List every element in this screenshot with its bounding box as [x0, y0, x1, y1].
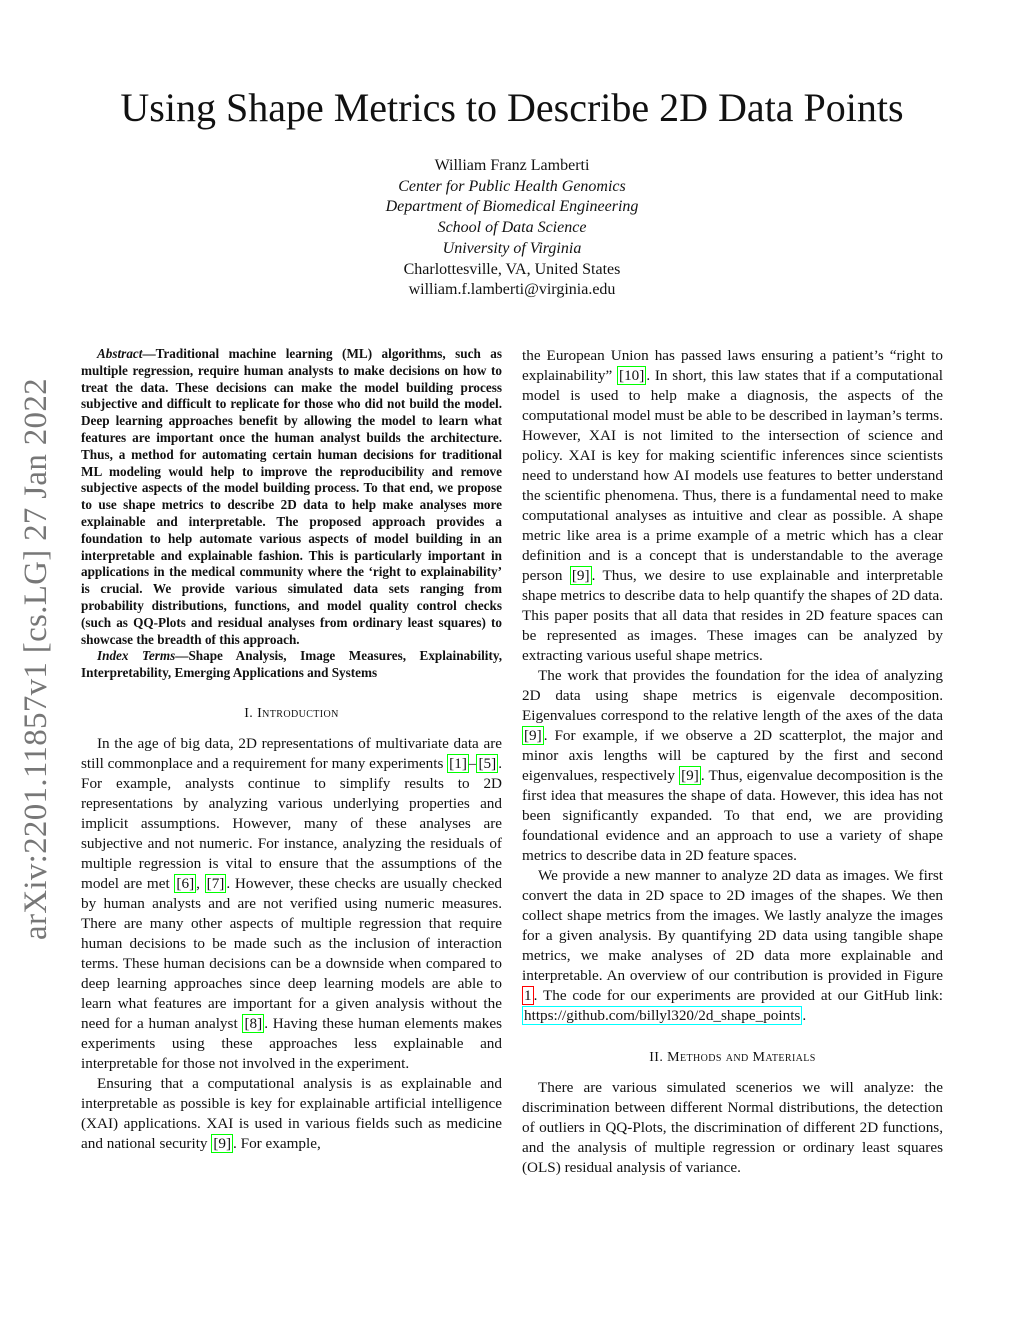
intro-paragraph-5: We provide a new manner to analyze 2D data as images. We first convert the data in 2D space to 2D images of the shapes. We then collect shape metrics from the images. We lastly analyze the images for a given analysis. By quantifying 2D data using tangible shape metrics, we make analyses of 2D data more explainable and interpretable. An overview of our contribution is provided in Figure 1 . The code for our experiments are provided at our GitHub link: https://github.com/billyl320/2d_shape_points .	[522, 867, 943, 1024]
author-affiliation-2: Department of Biomedical Engineering	[385, 198, 639, 216]
author-affiliation-3: School of Data Science	[437, 219, 587, 237]
github-link[interactable]: https://github.com/billyl320/2d_shape_points	[524, 1007, 801, 1024]
intro-paragraph-2: Ensuring that a computational analysis is as explainable and interpretable as possible is key for explainable artificial intelligence (XAI) applications. XAI is used in various fields such as medicine and national security [9] . For example,	[81, 1074, 502, 1152]
citation-link[interactable]: [9]	[681, 767, 699, 784]
right-column	[522, 346, 943, 1178]
figure-reference-link[interactable]: 1	[524, 987, 532, 1004]
citation-link[interactable]: [8]	[244, 1014, 263, 1032]
author-name: William Franz Lamberti	[434, 157, 590, 174]
citation-link[interactable]: [6]	[176, 874, 195, 892]
index-terms	[81, 648, 502, 682]
left-column	[81, 346, 502, 1154]
author-block	[0, 156, 1024, 301]
methods-paragraph-1: There are various simulated scenerios we will analyze: the discrimination between different Normal distributions, the detection of outliers in QQ-Plots, the discrimination of different 2D functions, and the analysis of multiple regression or ordinary least squares (OLS) residual analysis of variance.	[522, 1079, 943, 1176]
paper-title: Using Shape Metrics to Describe 2D Data Points	[120, 85, 904, 130]
citation-link[interactable]: [9]	[524, 727, 542, 744]
abstract	[81, 346, 502, 648]
citation-link[interactable]: [1]	[449, 754, 467, 772]
index-terms-lead: Index Terms	[97, 648, 176, 664]
citation-link[interactable]: [9]	[213, 1134, 232, 1152]
abstract-lead: Abstract	[97, 346, 143, 361]
citation-link[interactable]: [9]	[571, 567, 590, 584]
intro-paragraph-4: The work that provides the foundation for the idea of analyzing 2D data using shape metrics is eigenvale decomposition. Eigenvalues correspond to the relative length of the axes of the data [9] . For example, if we observe a 2D scatterplot, the major and minor axis lengths will be captured by the first and second eigenvalues, respectively [9] . Thus, eigenvalue decomposition is the first idea that measures the shape of data. However, this idea has not been significantly expanded. To that end, we are providing foundational evidence and an approach to use a variety of shape metrics to describe data in 2D feature spaces.	[522, 667, 943, 864]
intro-paragraph-1: In the age of big data, 2D representations of multivariate data are still commonplace and a requirement for many experiments [1] – [5] . For example, analysts continue to simplify results to 2D representations by analyzing various underlying properties and implicit assumptions. However, many of these analyses are subjective and not numeric. For instance, analyzing the residuals of multiple regression is vital to ensure that the assumptions of the model are met [6] , [7] . However, these checks are usually checked by human analysts and are not verified using numeric measures. There are many other aspects of multiple regression that require human decisions to be made such as the inclusion of interaction terms. These human decisions can be a downside when compared to deep learning approaches since deep learning models are able to learn what features are important for a given analysis without the need for a human analyst [8] . Having these human elements makes experiments using these approaches less explainable and interpretable for those not involved in the experiment.	[81, 734, 502, 1072]
index-terms-text: —Shape Analysis, Image Measures, Explainability, Interpretability, Emerging Applications and Systems	[81, 648, 502, 681]
citation-link[interactable]: [5]	[478, 754, 497, 772]
author-location: Charlottesville, VA, United States	[403, 260, 621, 278]
section-heading-methods: II. Methods and Materials	[649, 1050, 816, 1065]
author-affiliation-1: Center for Public Health Genomics	[398, 177, 626, 195]
abstract-text: —Traditional machine learning (ML) algorithms, such as multiple regression, require human analysts to make decisions on how to treat the data. These decisions can make the model building process subjective and difficult to replicate for those who did not build the model. Deep learning approaches benefit by allowing the model to learn what features are important once the human analyst builds the architecture. Thus, a method for automating certain human decisions for traditional ML modeling would help to improve the reproducibility and remove subjective aspects of the model building process. To that end, we propose to use shape metrics to describe 2D data to help make analyses more explainable and interpretable. The proposed approach provides a foundation to help automate various aspects of model building in an interpretable and explainable fashion. This is particularly important in applications in the medical community where the ‘right to explainability’ is crucial. We provide various simulated data sets ranging from probability distributions, functions, and model quality control checks (such as QQ-Plots and residual analyses from ordinary least squares) to showcase the breadth of this approach.	[81, 346, 502, 647]
author-affiliation-4: University of Virginia	[442, 239, 582, 257]
arxiv-identifier: arXiv:2201.11857v1 [cs.LG] 27 Jan 2022	[18, 378, 54, 940]
section-heading-introduction: I. Introduction	[244, 705, 339, 721]
citation-link[interactable]: [7]	[206, 874, 225, 892]
citation-link[interactable]: [10]	[619, 367, 645, 384]
author-email[interactable]: william.f.lamberti@virginia.edu	[408, 281, 616, 299]
intro-paragraph-3: the European Union has passed laws ensuring a patient’s “right to explainability” [10] . In short, this law states that if a computational model is used to help make a diagnosis, the aspects of the computational model must be able to be described in layman’s terms. However, XAI is not limited to the intersection of science and policy. XAI is key for making scientific inferences since scientists need to understand how AI models use features to better understand the scientific phenomena. Thus, there is a fundamental need to make computational analyses as intuitive and clear as possible. A shape metric like area is a prime example of a metric which has a clear definition and is a concept that is understandable to the average person [9] . Thus, we desire to use explainable and interpretable shape metrics to describe data to help quantify the shapes of 2D data. This paper posits that all data that resides in 2D feature spaces can be represented as images. These images can be analyzed by extracting various useful shape metrics.	[522, 347, 944, 664]
